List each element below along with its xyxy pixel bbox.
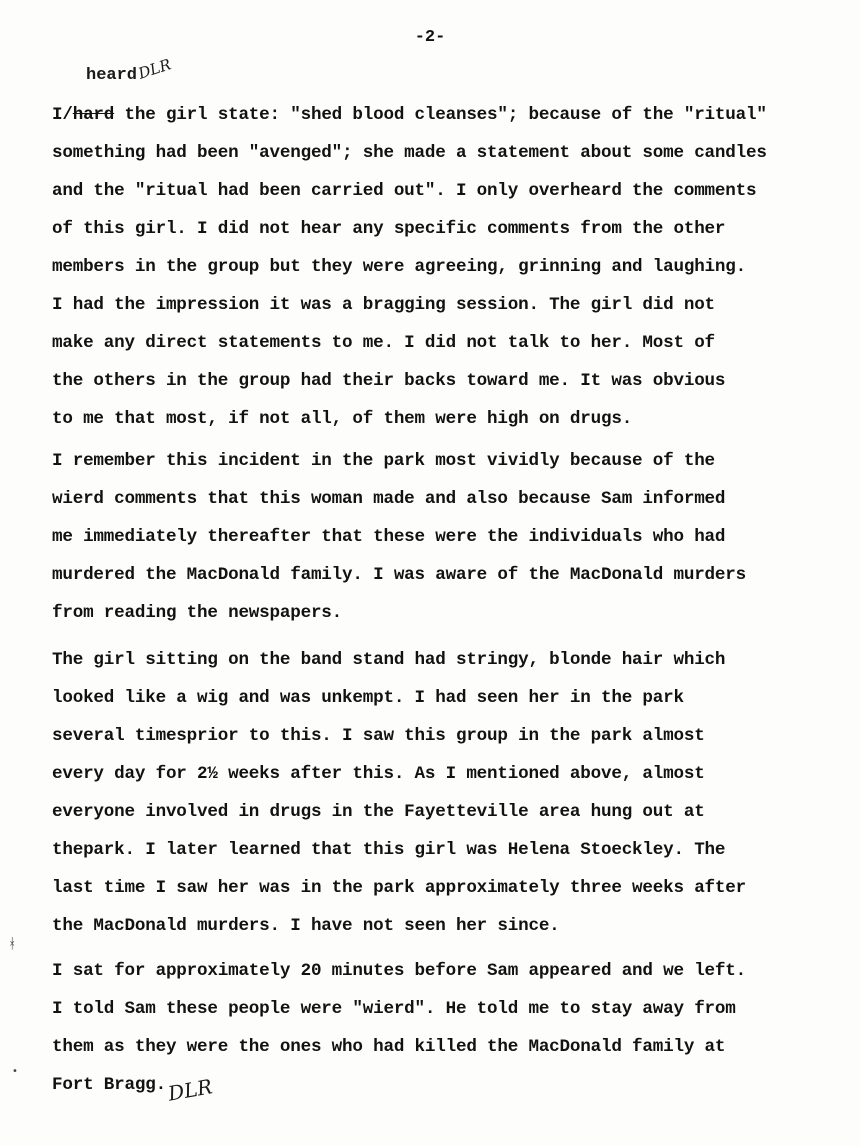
text-line: and the "ritual had been carried out". I only overheard the comments [52, 181, 757, 201]
text-line: I sat for approximately 20 minutes before Sam appeared and we left. [52, 961, 746, 981]
paragraph-2 [52, 442, 842, 632]
handwritten-initials-bottom: DLR [166, 1074, 215, 1106]
page-number: -2- [414, 28, 446, 47]
text-line: something had been "avenged"; she made a statement about some candles [52, 143, 767, 163]
text-line: Fort Bragg. [52, 1075, 166, 1095]
margin-dot-icon: • [12, 1066, 18, 1077]
text-line: several timesprior to this. I saw this group in the park almost [52, 726, 705, 746]
text-line: them as they were the ones who had killed the MacDonald family at [52, 1037, 726, 1057]
text-line: The girl sitting on the band stand had stringy, blonde hair which [52, 650, 726, 670]
handwritten-insert-heard: heard [86, 66, 138, 85]
text-line [52, 96, 842, 134]
handwritten-initials-top: DLR [136, 55, 174, 83]
text-line: every day for 2½ weeks after this. As I mentioned above, almost [52, 764, 705, 784]
text-line: the others in the group had their backs toward me. It was obvious [52, 371, 726, 391]
line-rest: the girl state: "shed blood cleanses"; because of the "ritual" [114, 105, 767, 125]
text-line: the MacDonald murders. I have not seen her since. [52, 916, 560, 936]
text-line: I had the impression it was a bragging session. The girl did not [52, 295, 715, 315]
text-line: everyone involved in drugs in the Fayetteville area hung out at [52, 802, 705, 822]
text-line: I told Sam these people were "wierd". He told me to stay away from [52, 999, 736, 1019]
text-line: wierd comments that this woman made and also because Sam informed [52, 489, 726, 509]
text-line: make any direct statements to me. I did not talk to her. Most of [52, 333, 715, 353]
text-line: thepark. I later learned that this girl was Helena Stoeckley. The [52, 840, 726, 860]
text-line: from reading the newspapers. [52, 603, 343, 623]
text-line: I remember this incident in the park most vividly because of the [52, 451, 715, 471]
text-line: me immediately thereafter that these were the individuals who had [52, 527, 726, 547]
margin-mark-icon: ᚼ [8, 936, 17, 952]
paragraph-1 [52, 96, 842, 438]
text-line: looked like a wig and was unkempt. I had seen her in the park [52, 688, 684, 708]
struck-word: hard [72, 105, 115, 125]
text-line: last time I saw her was in the park approximately three weeks after [52, 878, 746, 898]
text-line: murdered the MacDonald family. I was aware of the MacDonald murders [52, 565, 746, 585]
line-prefix: I/ [52, 105, 73, 125]
text-line: of this girl. I did not hear any specific comments from the other [52, 219, 726, 239]
text-line: to me that most, if not all, of them were high on drugs. [52, 409, 633, 429]
text-line: members in the group but they were agreeing, grinning and laughing. [52, 257, 746, 277]
paragraph-3 [52, 641, 842, 945]
